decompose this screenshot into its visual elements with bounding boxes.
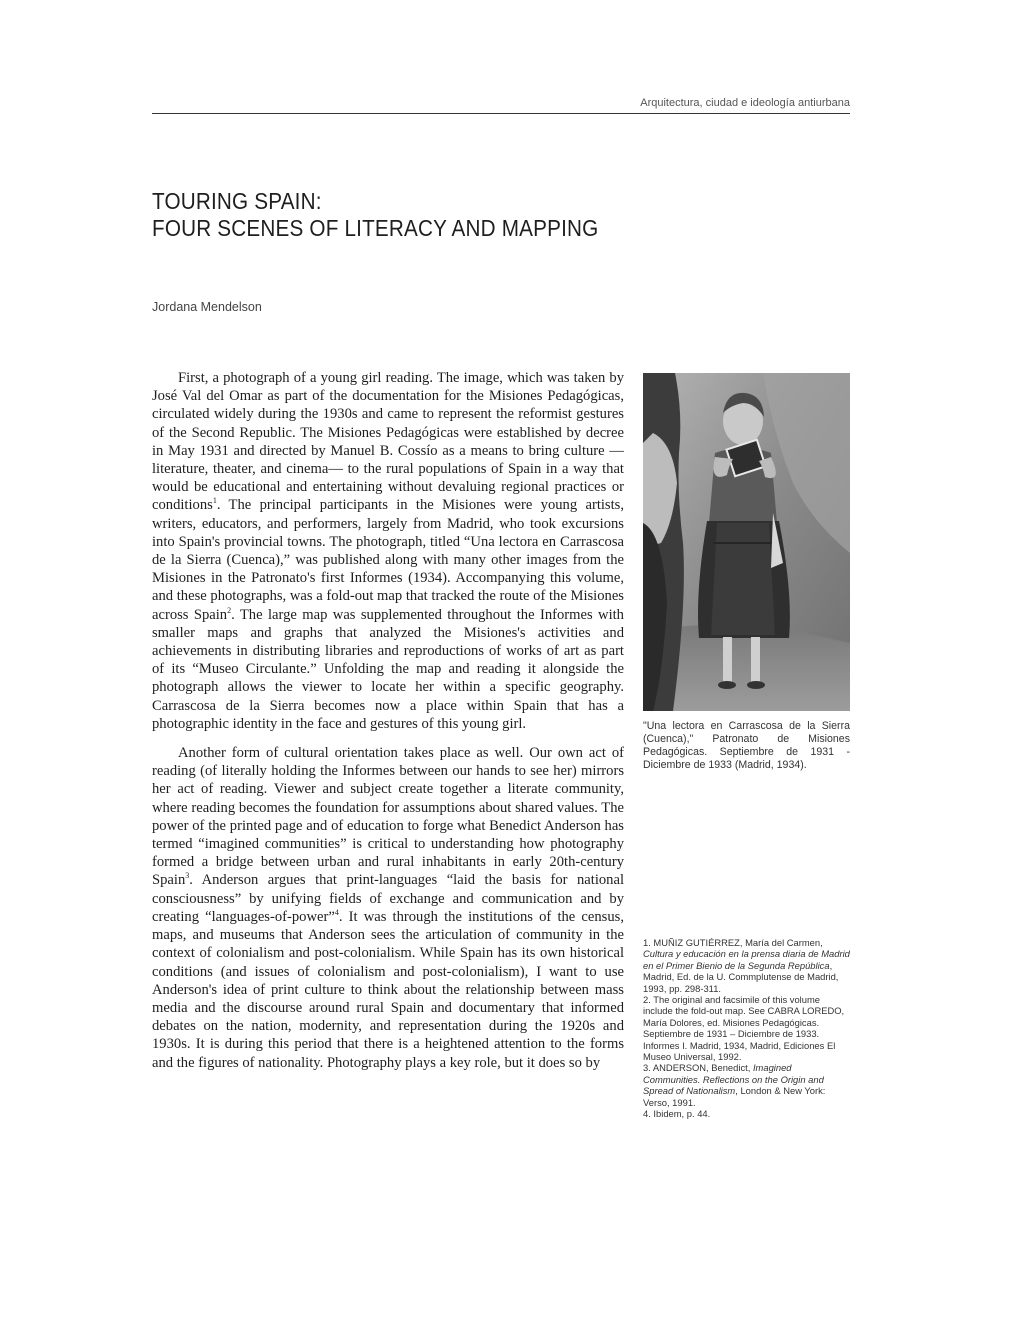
article-title <box>152 188 598 242</box>
title-line-1: TOURING SPAIN: <box>152 188 322 214</box>
footnote-ref-1: 1 <box>212 496 217 506</box>
header-rule <box>152 113 850 114</box>
photo-girl-reading <box>643 373 850 711</box>
footnote-ref-4: 4 <box>334 908 339 918</box>
footnote-4: 4. Ibidem, p. 44. <box>643 1108 711 1120</box>
footnote-3: 3. ANDERSON, Benedict, Imagined Communities. Reflections on the Origin and Spread of Nationalism, London & New York: Verso, 1991. <box>643 1062 826 1108</box>
running-header: Arquitectura, ciudad e ideología antiurbana <box>640 97 850 109</box>
paragraph-2: Another form of cultural orientation takes place as well. Our own act of reading (of literally holding the Informes between our hands to see her) mirrors her act of reading. Viewer and subject create together a literate community, where reading becomes the foundation for assumptions about shared values. The power of the printed page and of education to forge what Benedict Anderson has termed “imagined communities” is critical to understanding how photography formed a bridge between urban and rural inhabitants in early 20th-century Spain$^3$. Anderson argues that print-languages “laid the basis for national consciousness” by unifying fields of exchange and communication and by creating “languages-of-power”$^4$. It was through the institutions of the census, maps, and museums that Anderson sees the articulation of community in the context of colonialism and post-colonialism. While Spain has its own historical conditions (and issues of colonialism and post-colonialism), I want to use Anderson's idea of print culture to think about the relationship between mass media and the discourse around rural Spain and documentary that informed debates on the nation, modernity, and representation during the 1920s and 1930s. It is during this period that there is a heightened attention to the forms and the figures of nationality. Photography plays a key role, but it does so by <box>152 745 624 1071</box>
footnote-ref-2: 2 <box>227 605 232 615</box>
author-name: Jordana Mendelson <box>152 300 262 314</box>
footnote-2: 2. The original and facsimile of this volume include the fold-out map. See CABRA LOREDO, María Dolores, ed. Misiones Pedagógicas. Septiembre de 1931 – Diciembre de 1933. Informes I. Madrid, 1934, Madrid, Ediciones El Museo Universal, 1992. <box>643 994 845 1063</box>
figure-caption: "Una lectora en Carrascosa de la Sierra (Cuenca)," Patronato de Misiones Pedagógicas. Septiembre de 1931 - Diciembre de 1933 (Madrid, 1934). <box>643 720 850 771</box>
footnotes <box>643 937 850 1120</box>
title-line-2: FOUR SCENES OF LITERACY AND MAPPING <box>152 215 599 241</box>
paragraph-1: First, a photograph of a young girl reading. The image, which was taken by José Val del Omar as part of the documentation for the Misiones Pedagógicas, circulated widely during the 1930s and came to represent the reformist gestures of the Second Republic. The Misiones Pedagógicas were established by decree in May 1931 and directed by Manuel B. Cossío as a means to bring culture —literature, theater, and cinema— to the rural populations of Spain in a way that would be educational and entertaining without devaluing regional practices or conditions$^1$. The principal participants in the Misiones were young artists, writers, educators, and performers, largely from Madrid, who took excursions into Spain's provincial towns. The photograph, titled “Una lectora en Carrascosa de la Sierra (Cuenca),” was published along with many other images from the Misiones in the Patronato's first Informes (1934). Accompanying this volume, and these photographs, was a fold-out map that tracked the route of the Misiones across Spain$^2$. The large map was supplemented throughout the Informes with smaller maps and graphs that analyzed the Misiones's activities and achievements in distributing libraries and reproductions of works of art as part of its “Museo Circulante.” Unfolding the map and reading it alongside the photograph allows the viewer to locate her within a specific geography. Carrascosa de la Sierra becomes now a place within Spain that has a photographic identity in the face and gestures of this young girl. <box>152 370 624 732</box>
footnote-ref-3: 3 <box>185 871 190 881</box>
body-text <box>152 369 624 1072</box>
footnote-1: 1. MUÑIZ GUTIÉRREZ, María del Carmen, Cultura y educación en la prensa diaria de Madrid en el Primer Bienio de la Segunda República, Madrid, Ed. de la U. Commplutense de Madrid, 1993, pp. 298-311. <box>643 937 850 994</box>
